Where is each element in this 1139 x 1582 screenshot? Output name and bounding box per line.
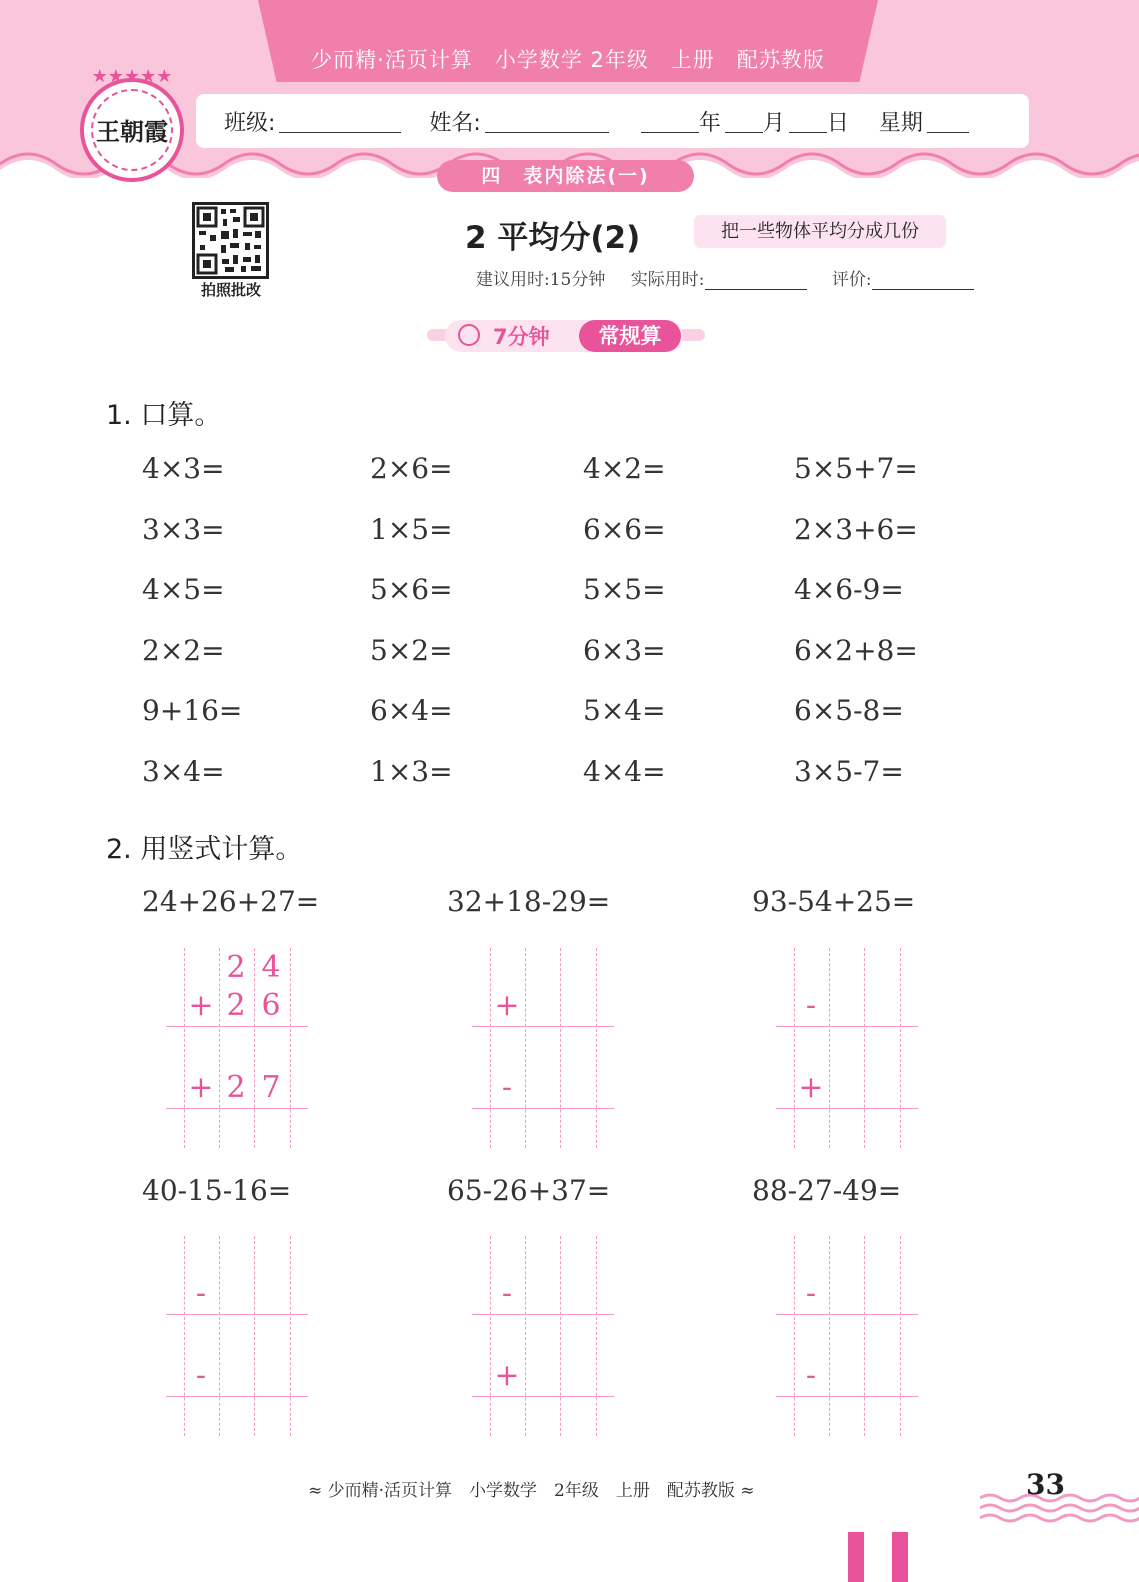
oral-problem: 6×2+8= [794,633,918,667]
grid-rule-line [166,1314,308,1315]
digit: 2 [226,988,246,1023]
vertical-problem-expression: 40-15-16= [142,1174,292,1207]
grid-rule-line [166,1026,308,1027]
vertical-problem-expression: 88-27-49= [752,1174,902,1207]
grid-vertical-line [560,1236,561,1436]
grid-vertical-line [596,948,597,1148]
vertical-problem-expression: 65-26+37= [447,1174,611,1207]
year-label: 年 [698,110,721,136]
evaluation-label: 评价: [831,270,872,290]
star-icon: ★ [156,66,173,87]
grid-vertical-line [794,1236,795,1436]
time-row [476,265,974,290]
class-field[interactable] [279,110,401,133]
digit: 2 [226,950,246,985]
vertical-calc-grid[interactable] [166,1236,308,1436]
clock-icon [458,324,480,346]
grid-vertical-line [829,948,830,1148]
oral-problem: 4×3= [142,452,225,485]
month-label: 月 [762,110,785,136]
oral-problem: 6×5-8= [794,694,904,727]
month-field[interactable] [725,110,763,133]
day-label: 日 [826,110,849,136]
grid-vertical-line [794,948,795,1148]
operator-sign: + [798,1070,824,1105]
lesson-title: 2 平均分(2) [465,220,641,256]
star-icon: ★ [91,66,108,87]
digit: 2 [226,1070,246,1105]
grid-vertical-line [900,1236,901,1436]
oral-problem: 3×4= [142,754,225,788]
oral-problem: 5×2= [370,633,453,667]
operator-sign: + [494,1358,520,1393]
digit: 4 [261,950,281,985]
oral-problem: 6×3= [583,633,666,667]
operator-sign: + [188,988,214,1023]
grid-vertical-line [864,948,865,1148]
grid-rule-line [472,1314,614,1315]
vertical-calc-grid[interactable] [776,1236,918,1436]
actual-time-field[interactable] [705,271,807,290]
oral-problem: 2×3+6= [794,512,918,546]
bottom-tab-left [848,1532,864,1582]
grid-vertical-line [525,1236,526,1436]
section-2-title: 2. 用竖式计算。 [106,834,303,865]
weekday-label: 星期 [878,110,923,136]
oral-problem: 5×5+7= [794,452,918,485]
oral-problem: 5×4= [583,694,666,727]
oral-problem: 5×6= [370,573,453,606]
oral-problem: 4×6-9= [794,573,904,606]
star-icon: ★ [140,66,157,87]
oral-problem: 2×2= [142,633,225,667]
page-number: 33 [1026,1468,1065,1501]
vertical-problem-expression: 93-54+25= [752,885,916,918]
name-label: 姓名: [429,110,481,136]
operator-sign: - [805,988,817,1023]
operator-sign: + [494,988,520,1023]
operator-sign: - [501,1070,513,1105]
operator-sign: - [805,1358,817,1393]
grid-vertical-line [490,948,491,1148]
grid-vertical-line [290,1236,291,1436]
oral-problem: 3×3= [142,512,225,546]
grid-vertical-line [864,1236,865,1436]
grid-vertical-line [490,1236,491,1436]
operator-sign: - [195,1358,207,1393]
star-icon: ★ [107,66,124,87]
grid-vertical-line [184,948,185,1148]
oral-problem: 3×5-7= [794,754,904,788]
class-label: 班级: [224,110,276,136]
logo-text: 王朝霞 [96,117,168,146]
suggested-time: 建议用时:15分钟 [476,270,606,290]
grid-rule-line [776,1108,918,1109]
grid-vertical-line [829,1236,830,1436]
weekday-field[interactable] [927,110,969,133]
oral-problem: 2×6= [370,452,453,485]
student-info-box [196,94,1029,148]
oral-problem: 4×2= [583,452,666,485]
timer-tag: 常规算 [579,320,681,352]
year-field[interactable] [641,110,699,133]
lesson-tip: 把一些物体平均分成几份 [694,215,946,248]
grid-vertical-line [525,948,526,1148]
oral-problem: 4×5= [142,573,225,606]
grid-vertical-line [900,948,901,1148]
actual-time-label: 实际用时: [630,270,705,290]
grid-vertical-line [219,1236,220,1436]
name-field[interactable] [485,110,609,133]
oral-problem: 1×5= [370,512,453,546]
grid-rule-line [776,1396,918,1397]
oral-problem: 4×4= [583,754,666,788]
grid-rule-line [776,1314,918,1315]
vertical-calc-grid[interactable] [166,948,308,1148]
digit: 7 [261,1070,281,1105]
qr-pattern-icon [195,205,266,276]
unit-badge: 四 表内除法(一) [437,160,694,192]
qr-code[interactable] [192,202,269,279]
grid-rule-line [472,1108,614,1109]
evaluation-field[interactable] [872,271,974,290]
grid-rule-line [166,1108,308,1109]
bottom-tab-right [892,1532,908,1582]
operator-sign: - [195,1276,207,1311]
footer-text: ≈ 少而精·活页计算 小学数学 2年级 上册 配苏教版 ≈ [308,1481,755,1501]
grid-vertical-line [184,1236,185,1436]
grid-rule-line [472,1026,614,1027]
oral-problem: 6×4= [370,694,453,727]
operator-sign: - [805,1276,817,1311]
day-field[interactable] [789,110,827,133]
star-icon: ★ [123,66,141,87]
oral-problem: 1×3= [370,754,453,788]
operator-sign: + [188,1070,214,1105]
vertical-calc-grid[interactable] [776,948,918,1148]
grid-vertical-line [254,1236,255,1436]
oral-problem: 5×5= [583,573,666,606]
oral-problem: 9+16= [142,694,243,727]
grid-vertical-line [290,948,291,1148]
timer-text: 7分钟 [493,325,550,349]
logo-stars [84,66,180,87]
grid-vertical-line [560,948,561,1148]
vertical-calc-grid[interactable] [472,1236,614,1436]
grid-rule-line [776,1026,918,1027]
operator-sign: - [501,1276,513,1311]
section-1-title: 1. 口算。 [106,400,222,431]
grid-rule-line [166,1396,308,1397]
series-title: 少而精·活页计算 小学数学 2年级 上册 配苏教版 [311,48,825,72]
oral-problem: 6×6= [583,512,666,546]
grid-rule-line [472,1396,614,1397]
qr-label: 拍照批改 [200,281,261,299]
vertical-problem-expression: 24+26+27= [142,885,320,918]
digit: 6 [261,988,281,1023]
vertical-problem-expression: 32+18-29= [447,885,611,918]
grid-vertical-line [596,1236,597,1436]
vertical-calc-grid[interactable] [472,948,614,1148]
